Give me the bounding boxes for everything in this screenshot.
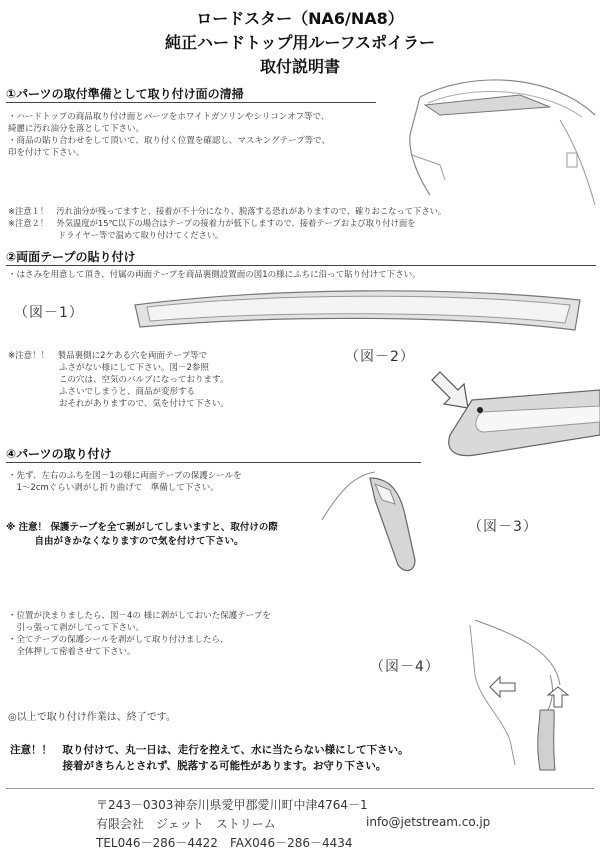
section4-body2 [8, 610, 388, 658]
caution-note-2-cont: ドライヤー等で温めて取り付けてください。 [8, 230, 224, 240]
section1-body-line: 印を付けて下さい。 [8, 148, 85, 158]
final-warning-line-1: 注意！！ 取り付けて、丸一日は、走行を控えて、水に当たらない様にして下さい。 [10, 744, 409, 756]
figure-2-corner [420, 360, 600, 470]
section1-rule [6, 102, 376, 103]
section1-body-line: ・商品の貼り合わせをして頂いて、取り付く位置を確認し、マスキングテープ等で、 [8, 136, 330, 146]
title-line-1: ロードスター（NA6/NA8） [196, 9, 404, 28]
section4-body-line: ・先ず、左右のふちを図－1の様に両面テープの保護シールを [8, 471, 242, 481]
pointer-arrow-icon [432, 372, 468, 408]
end-of-work-note: ◎以上で取り付け作業は、終了です。 [8, 712, 176, 723]
footer-email[interactable]: info@jetstream.co.jp [366, 815, 491, 829]
section2-note [8, 350, 388, 410]
section2-note-line: ふさがない様にして下さい。図－2参照 [8, 363, 209, 373]
section2-rule [6, 265, 596, 266]
figure-3-tape-fold [320, 470, 440, 580]
section4-body2-line: 引っ張って剥がしてって下さい。 [8, 623, 145, 633]
section4-warning [6, 521, 326, 549]
section4-warning-line: ※ 注意！ 保護テープを全て剥がしてしまいますと、取付けの際 [6, 522, 278, 533]
section1-body-line: 綺麗に汚れ油分を落として下さい。 [8, 124, 145, 134]
section4-rule [6, 462, 421, 463]
section4-body2-line: 全体押して密着させて下さい。 [8, 647, 136, 657]
section2-note-line: おそれがありますので、気を付けて下さい。 [8, 399, 229, 409]
figure-1-label: （図－1） [14, 305, 84, 321]
section4-warning-line: 自由がきかなくなりますので気を付けて下さい。 [6, 536, 244, 547]
section2-heading: ②両面テープの貼り付け [6, 250, 136, 264]
final-warning [10, 742, 600, 774]
section4-body-line: 1～2cmぐらい剥がし折り曲げて 準備して下さい。 [8, 483, 219, 493]
title-line-2: 純正ハードトップ用ルーフスポイラー [164, 33, 436, 52]
section4-body2-line: ・全てテープの保護シールを剥がして取り付けましたら、 [8, 635, 229, 645]
section1-body [8, 111, 388, 159]
final-warning-line-2: 接着がきちんとされず、脱落する可能性があります。お守り下さい。 [10, 760, 387, 772]
section1-notes [8, 205, 598, 241]
figure-3-label: （図－3） [468, 519, 538, 535]
caution-note-2: ※注意２！ 外気温度が15℃以下の場合はテープの接着力が低下しますので、接着テープおよび取り付け面を [8, 218, 416, 228]
hardtop-illustration [400, 75, 600, 210]
caution-note-1: ※注意１！ 汚れ油分が残ってますと、接着が不十分になり、脱落する恐れがありますので、確りおこなって下さい。 [8, 206, 447, 216]
section2-note-line: ※注意！！ 製品裏側に2ケある穴を両面テープ等で [8, 351, 208, 361]
section2-body: ・はさみを用意して頂き、付属の両面テープを商品裏側設置面の図1の様にふちに沿って貼り付けて下さい。 [8, 270, 421, 280]
figure-4-label: （図－4） [370, 659, 440, 675]
section2-note-line: この穴は、空気のバルブになっております。 [8, 375, 229, 385]
footer-address: 〒243－0303神奈川県愛甲郡愛川町中津4764－1 [96, 798, 368, 812]
section4-body [8, 470, 338, 494]
section1-body-line: ・ハードトップの商品取り付け面とパーツをホワイトガソリンやシリコンオフ等で、 [8, 112, 330, 122]
footer-rule [6, 788, 594, 789]
section2-note-line: ふさいでしまうと、商品が変形する [8, 387, 196, 397]
footer-company: 有限会社 ジェット ストリーム [96, 817, 276, 831]
section4-heading: ④パーツの取り付け [6, 447, 112, 461]
section4-body2-line: ・位置が決まりましたら、図－4の 様に剥がしておいた保護テープを [8, 611, 271, 621]
figure-2-label: （図－2） [345, 349, 415, 365]
title-line-3: 取付説明書 [259, 57, 340, 76]
figure-1-spoiler [125, 285, 595, 340]
footer-phone: TEL046－286－4422 FAX046－286－4434 [96, 836, 353, 850]
section1-heading: ①パーツの取付準備として取り付け面の清掃 [6, 87, 244, 101]
